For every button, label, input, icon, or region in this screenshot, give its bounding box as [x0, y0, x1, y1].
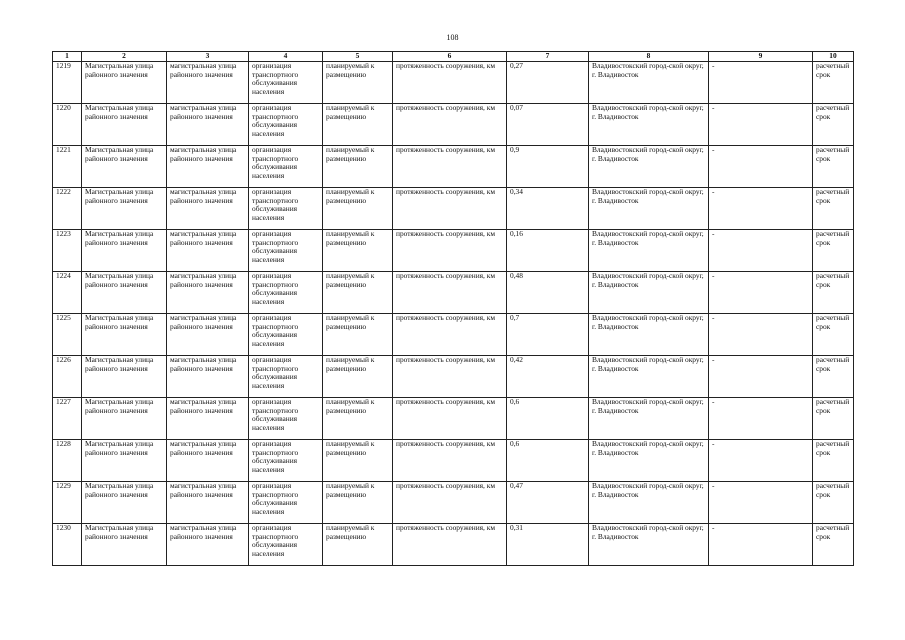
- object-type-cell: магистральная улица районного значения: [167, 146, 249, 188]
- object-type-cell: магистральная улица районного значения: [167, 62, 249, 104]
- characteristic-value-cell: 0,07: [507, 104, 589, 146]
- object-name-cell: Магистральная улица районного значения: [82, 146, 167, 188]
- table-row: [53, 398, 854, 440]
- object-name-cell: Магистральная улица районного значения: [82, 524, 167, 566]
- table-row: [53, 314, 854, 356]
- object-location-cell: Владивостокский город-ской округ, г. Владивосток: [589, 356, 709, 398]
- table-row: [53, 482, 854, 524]
- object-name-cell: Магистральная улица районного значения: [82, 356, 167, 398]
- characteristic-name-cell: протяженность сооружения, км: [393, 398, 507, 440]
- implementation-term-cell: расчетный срок: [813, 398, 854, 440]
- row-number-cell: 1230: [53, 524, 82, 566]
- column-header-4: 4: [249, 52, 323, 62]
- object-purpose-cell: организация транспортного обслуживания населения: [249, 146, 323, 188]
- characteristic-value-cell: 0,9: [507, 146, 589, 188]
- column-header-3: 3: [167, 52, 249, 62]
- object-name-cell: Магистральная улица районного значения: [82, 314, 167, 356]
- table-row: [53, 62, 854, 104]
- zone-type-cell: -: [709, 230, 813, 272]
- implementation-term-cell: расчетный срок: [813, 104, 854, 146]
- row-number-cell: 1223: [53, 230, 82, 272]
- object-type-cell: магистральная улица районного значения: [167, 230, 249, 272]
- object-status-cell: планируемый к размещению: [323, 524, 393, 566]
- characteristic-name-cell: протяженность сооружения, км: [393, 440, 507, 482]
- object-status-cell: планируемый к размещению: [323, 62, 393, 104]
- implementation-term-cell: расчетный срок: [813, 482, 854, 524]
- object-type-cell: магистральная улица районного значения: [167, 104, 249, 146]
- object-location-cell: Владивостокский город-ской округ, г. Владивосток: [589, 314, 709, 356]
- object-type-cell: магистральная улица районного значения: [167, 482, 249, 524]
- characteristic-value-cell: 0,6: [507, 440, 589, 482]
- table-row: [53, 272, 854, 314]
- object-purpose-cell: организация транспортного обслуживания населения: [249, 482, 323, 524]
- table-body: [53, 62, 854, 566]
- object-type-cell: магистральная улица районного значения: [167, 188, 249, 230]
- object-purpose-cell: организация транспортного обслуживания населения: [249, 188, 323, 230]
- implementation-term-cell: расчетный срок: [813, 188, 854, 230]
- row-number-cell: 1229: [53, 482, 82, 524]
- object-purpose-cell: организация транспортного обслуживания населения: [249, 398, 323, 440]
- object-location-cell: Владивостокский город-ской округ, г. Владивосток: [589, 440, 709, 482]
- object-purpose-cell: организация транспортного обслуживания населения: [249, 230, 323, 272]
- column-header-1: 1: [53, 52, 82, 62]
- object-name-cell: Магистральная улица районного значения: [82, 398, 167, 440]
- implementation-term-cell: расчетный срок: [813, 314, 854, 356]
- table-row: [53, 104, 854, 146]
- characteristic-name-cell: протяженность сооружения, км: [393, 272, 507, 314]
- object-status-cell: планируемый к размещению: [323, 440, 393, 482]
- object-purpose-cell: организация транспортного обслуживания населения: [249, 314, 323, 356]
- object-purpose-cell: организация транспортного обслуживания населения: [249, 524, 323, 566]
- column-header-9: 9: [709, 52, 813, 62]
- object-location-cell: Владивостокский город-ской округ, г. Владивосток: [589, 146, 709, 188]
- object-location-cell: Владивостокский город-ской округ, г. Владивосток: [589, 272, 709, 314]
- column-header-2: 2: [82, 52, 167, 62]
- implementation-term-cell: расчетный срок: [813, 356, 854, 398]
- object-status-cell: планируемый к размещению: [323, 482, 393, 524]
- object-name-cell: Магистральная улица районного значения: [82, 62, 167, 104]
- characteristic-name-cell: протяженность сооружения, км: [393, 62, 507, 104]
- implementation-term-cell: расчетный срок: [813, 62, 854, 104]
- object-type-cell: магистральная улица районного значения: [167, 524, 249, 566]
- object-location-cell: Владивостокский город-ской округ, г. Владивосток: [589, 524, 709, 566]
- characteristic-name-cell: протяженность сооружения, км: [393, 188, 507, 230]
- column-header-7: 7: [507, 52, 589, 62]
- object-type-cell: магистральная улица районного значения: [167, 314, 249, 356]
- row-number-cell: 1219: [53, 62, 82, 104]
- zone-type-cell: -: [709, 272, 813, 314]
- column-header-5: 5: [323, 52, 393, 62]
- zone-type-cell: -: [709, 314, 813, 356]
- zone-type-cell: -: [709, 398, 813, 440]
- implementation-term-cell: расчетный срок: [813, 440, 854, 482]
- implementation-term-cell: расчетный срок: [813, 146, 854, 188]
- column-header-10: 10: [813, 52, 854, 62]
- object-location-cell: Владивостокский город-ской округ, г. Владивосток: [589, 62, 709, 104]
- characteristic-name-cell: протяженность сооружения, км: [393, 146, 507, 188]
- object-status-cell: планируемый к размещению: [323, 398, 393, 440]
- object-purpose-cell: организация транспортного обслуживания населения: [249, 104, 323, 146]
- characteristic-value-cell: 0,6: [507, 398, 589, 440]
- table-row: [53, 188, 854, 230]
- implementation-term-cell: расчетный срок: [813, 524, 854, 566]
- characteristic-name-cell: протяженность сооружения, км: [393, 314, 507, 356]
- object-location-cell: Владивостокский город-ской округ, г. Владивосток: [589, 104, 709, 146]
- zone-type-cell: -: [709, 146, 813, 188]
- row-number-cell: 1221: [53, 146, 82, 188]
- table-row: [53, 440, 854, 482]
- object-status-cell: планируемый к размещению: [323, 146, 393, 188]
- table-row: [53, 524, 854, 566]
- zone-type-cell: -: [709, 356, 813, 398]
- row-number-cell: 1224: [53, 272, 82, 314]
- row-number-cell: 1226: [53, 356, 82, 398]
- table-row: [53, 356, 854, 398]
- object-status-cell: планируемый к размещению: [323, 188, 393, 230]
- zone-type-cell: -: [709, 62, 813, 104]
- characteristic-value-cell: 0,47: [507, 482, 589, 524]
- column-header-6: 6: [393, 52, 507, 62]
- object-purpose-cell: организация транспортного обслуживания населения: [249, 272, 323, 314]
- objects-table: [52, 51, 854, 566]
- characteristic-value-cell: 0,31: [507, 524, 589, 566]
- object-status-cell: планируемый к размещению: [323, 272, 393, 314]
- object-status-cell: планируемый к размещению: [323, 230, 393, 272]
- zone-type-cell: -: [709, 188, 813, 230]
- object-name-cell: Магистральная улица районного значения: [82, 272, 167, 314]
- characteristic-value-cell: 0,27: [507, 62, 589, 104]
- object-type-cell: магистральная улица районного значения: [167, 440, 249, 482]
- characteristic-value-cell: 0,16: [507, 230, 589, 272]
- object-location-cell: Владивостокский город-ской округ, г. Владивосток: [589, 188, 709, 230]
- row-number-cell: 1220: [53, 104, 82, 146]
- characteristic-value-cell: 0,48: [507, 272, 589, 314]
- page-number: 108: [446, 33, 459, 42]
- characteristic-name-cell: протяженность сооружения, км: [393, 524, 507, 566]
- row-number-cell: 1227: [53, 398, 82, 440]
- object-location-cell: Владивостокский город-ской округ, г. Владивосток: [589, 230, 709, 272]
- object-location-cell: Владивостокский город-ской округ, г. Владивосток: [589, 482, 709, 524]
- characteristic-name-cell: протяженность сооружения, км: [393, 482, 507, 524]
- characteristic-name-cell: протяженность сооружения, км: [393, 356, 507, 398]
- object-type-cell: магистральная улица районного значения: [167, 356, 249, 398]
- implementation-term-cell: расчетный срок: [813, 272, 854, 314]
- object-name-cell: Магистральная улица районного значения: [82, 104, 167, 146]
- zone-type-cell: -: [709, 440, 813, 482]
- object-name-cell: Магистральная улица районного значения: [82, 188, 167, 230]
- object-name-cell: Магистральная улица районного значения: [82, 440, 167, 482]
- object-status-cell: планируемый к размещению: [323, 356, 393, 398]
- object-status-cell: планируемый к размещению: [323, 314, 393, 356]
- header-row: [53, 52, 854, 62]
- object-type-cell: магистральная улица районного значения: [167, 272, 249, 314]
- zone-type-cell: -: [709, 524, 813, 566]
- column-header-8: 8: [589, 52, 709, 62]
- zone-type-cell: -: [709, 104, 813, 146]
- characteristic-value-cell: 0,7: [507, 314, 589, 356]
- row-number-cell: 1228: [53, 440, 82, 482]
- object-type-cell: магистральная улица районного значения: [167, 398, 249, 440]
- object-location-cell: Владивостокский город-ской округ, г. Владивосток: [589, 398, 709, 440]
- characteristic-name-cell: протяженность сооружения, км: [393, 104, 507, 146]
- characteristic-name-cell: протяженность сооружения, км: [393, 230, 507, 272]
- table-row: [53, 146, 854, 188]
- object-purpose-cell: организация транспортного обслуживания населения: [249, 356, 323, 398]
- zone-type-cell: -: [709, 482, 813, 524]
- object-purpose-cell: организация транспортного обслуживания населения: [249, 440, 323, 482]
- characteristic-value-cell: 0,42: [507, 356, 589, 398]
- object-name-cell: Магистральная улица районного значения: [82, 482, 167, 524]
- implementation-term-cell: расчетный срок: [813, 230, 854, 272]
- object-status-cell: планируемый к размещению: [323, 104, 393, 146]
- row-number-cell: 1225: [53, 314, 82, 356]
- row-number-cell: 1222: [53, 188, 82, 230]
- characteristic-value-cell: 0,34: [507, 188, 589, 230]
- table-row: [53, 230, 854, 272]
- object-purpose-cell: организация транспортного обслуживания населения: [249, 62, 323, 104]
- object-name-cell: Магистральная улица районного значения: [82, 230, 167, 272]
